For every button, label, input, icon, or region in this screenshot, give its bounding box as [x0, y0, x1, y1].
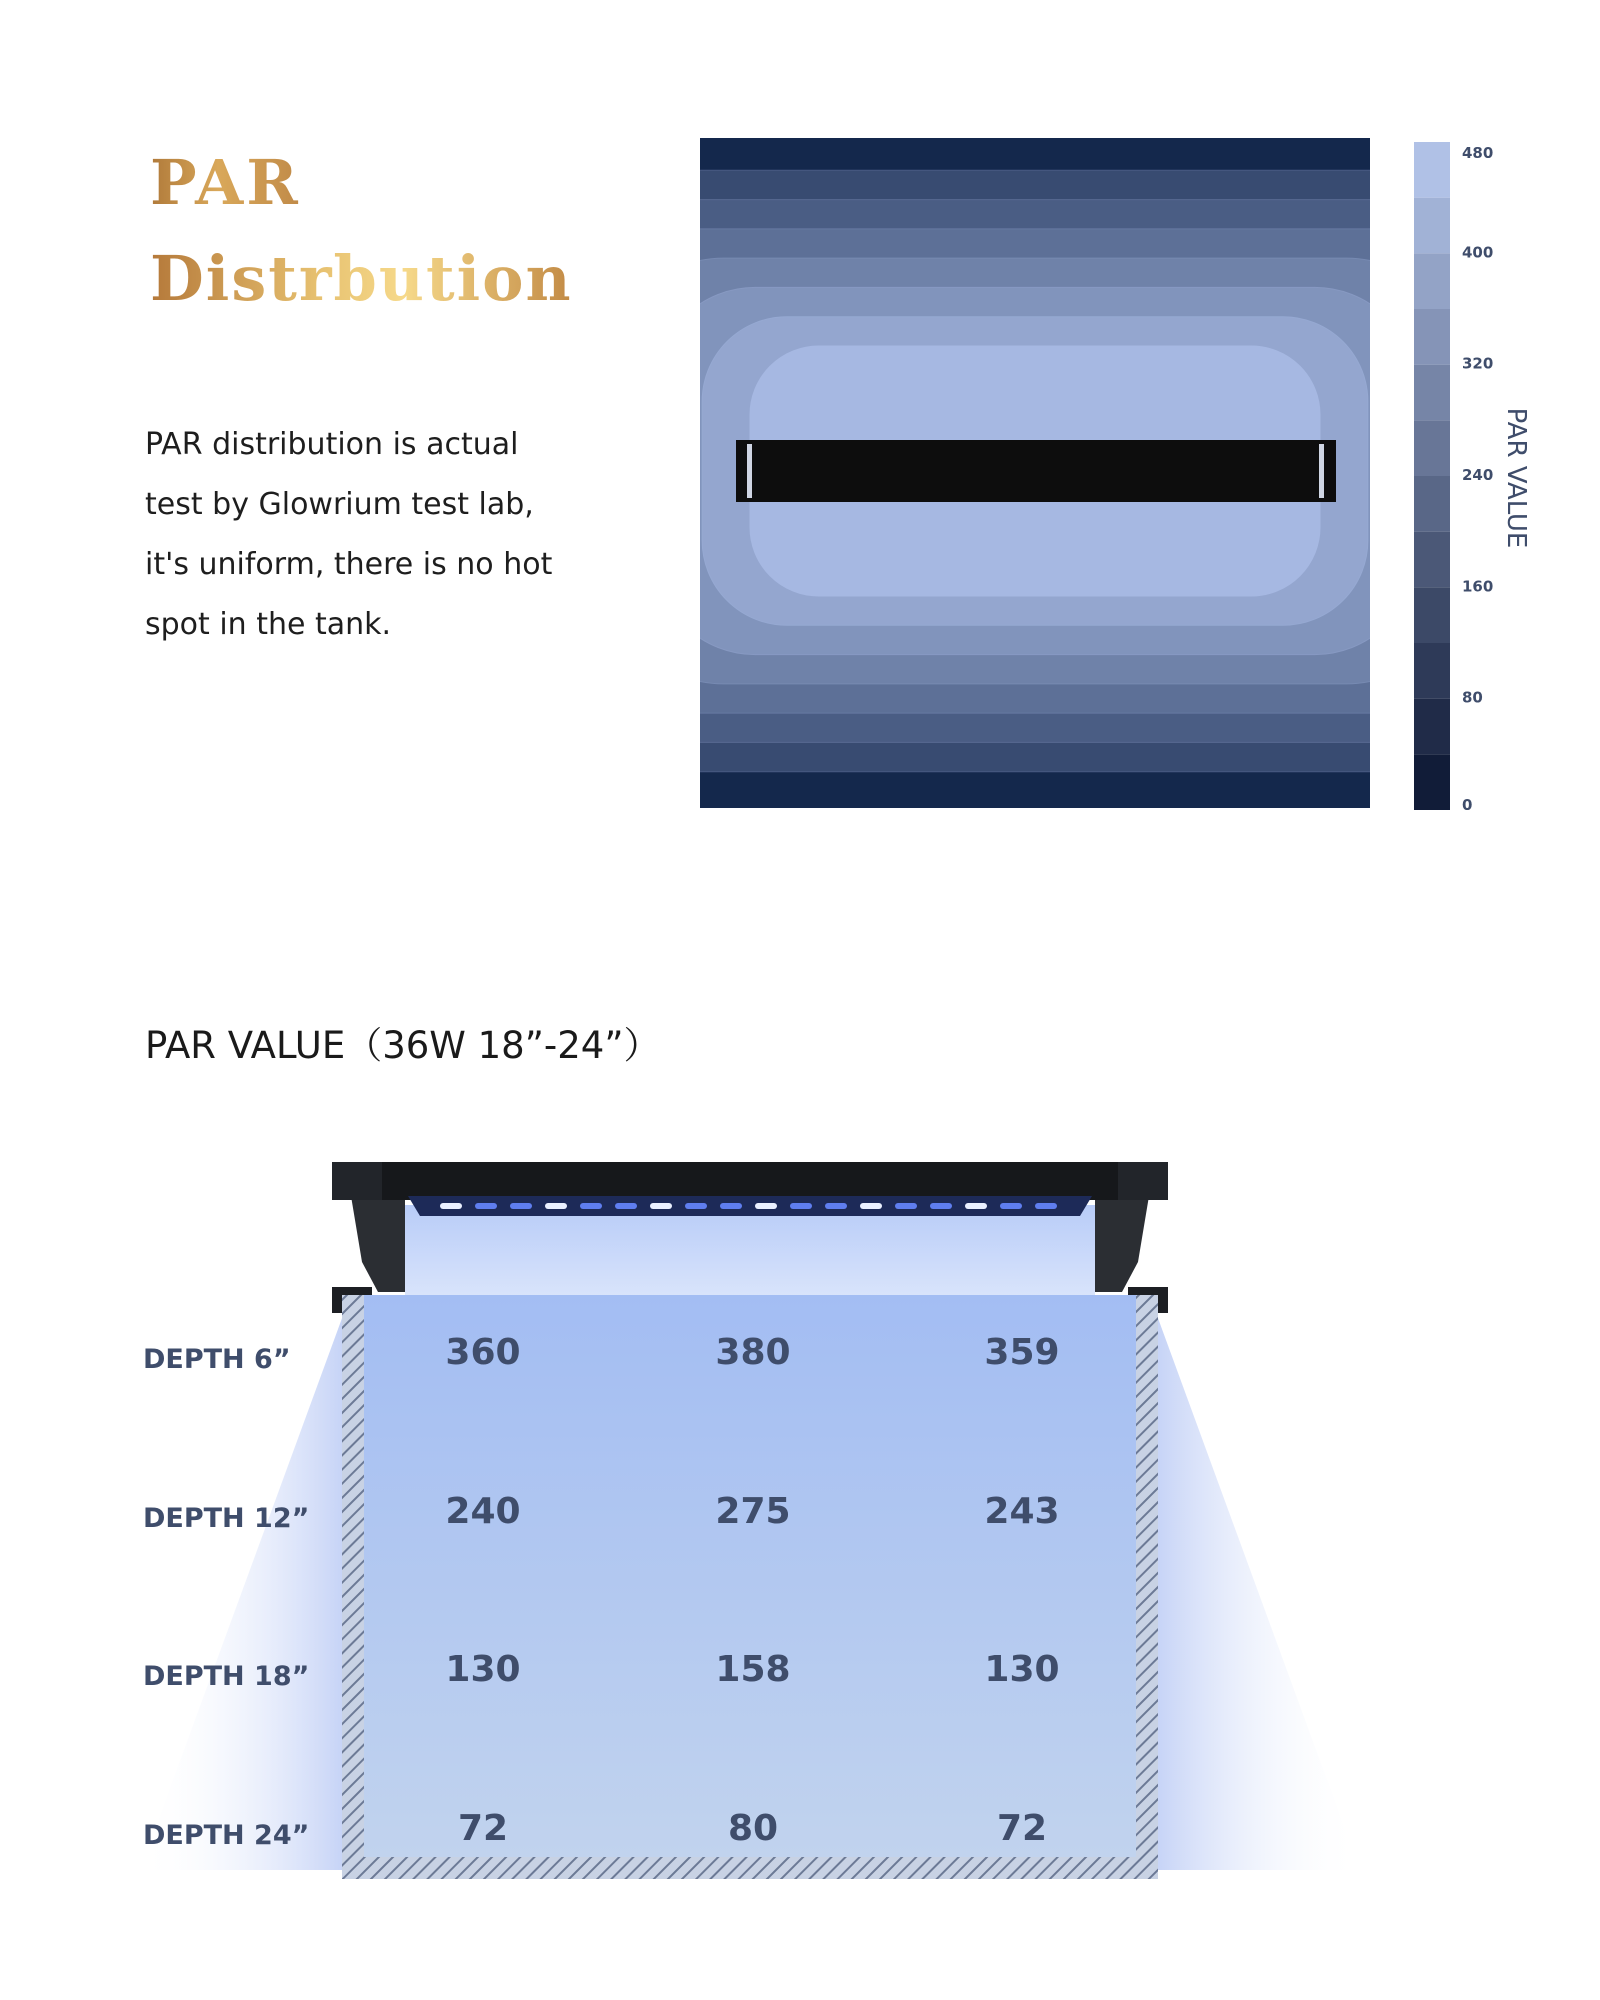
- par-value-cell: 380: [715, 1332, 791, 1373]
- colorbar-bands: [1414, 142, 1450, 810]
- light-bar-end-right: [1319, 444, 1324, 498]
- colorbar-step: [1414, 309, 1450, 365]
- par-value-cell: 72: [996, 1808, 1048, 1849]
- led-dot: [615, 1203, 637, 1209]
- led-dot: [720, 1203, 742, 1209]
- colorbar-step: [1414, 532, 1450, 588]
- led-dot: [790, 1203, 812, 1209]
- upper-light-glow: [405, 1205, 1095, 1297]
- depth-label: DEPTH 12”: [143, 1503, 310, 1534]
- par-colorbar: [1400, 138, 1550, 818]
- colorbar-label: PAR VALUE: [1501, 407, 1531, 549]
- colorbar-step: [1414, 699, 1450, 755]
- par-value-cell: 359: [984, 1332, 1060, 1373]
- tank-wall-left: [342, 1295, 364, 1879]
- tank-wall-bottom: [342, 1857, 1158, 1879]
- light-spill-right: [1155, 1310, 1360, 1870]
- colorbar-step: [1414, 253, 1450, 309]
- tank-water: [364, 1295, 1136, 1857]
- depth-label: DEPTH 24”: [143, 1820, 310, 1851]
- led-dot: [580, 1203, 602, 1209]
- light-bar: [736, 440, 1336, 502]
- led-dot: [755, 1203, 777, 1209]
- colorbar-step: [1414, 198, 1450, 254]
- colorbar-ticks: [1462, 144, 1493, 814]
- par-value-cell: 158: [715, 1649, 791, 1690]
- colorbar-step: [1414, 643, 1450, 699]
- depth-label: DEPTH 6”: [143, 1344, 291, 1375]
- par-contour-chart: [700, 138, 1370, 808]
- par-value-cell: 130: [984, 1649, 1060, 1690]
- led-dot: [1000, 1203, 1022, 1209]
- par-value-cell: 72: [457, 1808, 509, 1849]
- colorbar-step: [1414, 754, 1450, 810]
- colorbar-step: [1414, 420, 1450, 476]
- colorbar-tick-label: 160: [1462, 577, 1494, 596]
- led-dot: [440, 1203, 462, 1209]
- colorbar-tick-label: 80: [1462, 688, 1483, 707]
- led-dot: [475, 1203, 497, 1209]
- led-dot: [930, 1203, 952, 1209]
- led-dot: [685, 1203, 707, 1209]
- par-value-cell: 130: [445, 1649, 521, 1690]
- led-dot: [860, 1203, 882, 1209]
- par-value-cell: 275: [715, 1491, 791, 1532]
- light-bar-body: [736, 440, 1336, 502]
- colorbar-step: [1414, 476, 1450, 532]
- colorbar-tick-label: 240: [1462, 466, 1494, 484]
- fixture-end-cap-left: [332, 1162, 382, 1200]
- light-spill-left: [140, 1310, 345, 1870]
- par-value-cell: 80: [727, 1808, 779, 1849]
- light-bar-end-left: [747, 444, 752, 498]
- led-dot: [650, 1203, 672, 1209]
- led-dot: [965, 1203, 987, 1209]
- fixture-leg-left: [350, 1190, 405, 1292]
- intro-paragraph: PAR distribution is actual test by Glowrium test lab, it's uniform, there is no hot spot in the tank.: [145, 427, 553, 642]
- tank-wall-right: [1136, 1295, 1158, 1879]
- section-title: PAR VALUE（36W 18”-24”）: [145, 1024, 661, 1067]
- colorbar-step: [1414, 365, 1450, 421]
- led-dot: [825, 1203, 847, 1209]
- par-value-cell: 360: [445, 1332, 521, 1373]
- colorbar-tick-label: 480: [1462, 144, 1494, 162]
- led-dot: [895, 1203, 917, 1209]
- heading-par: PAR: [150, 146, 301, 219]
- colorbar-step: [1414, 142, 1450, 198]
- led-dot: [510, 1203, 532, 1209]
- fixture-leg-right: [1095, 1190, 1150, 1292]
- led-dot: [545, 1203, 567, 1209]
- colorbar-tick-label: 320: [1462, 354, 1494, 373]
- par-value-cell: 243: [984, 1491, 1060, 1532]
- par-value-cell: 240: [445, 1491, 521, 1532]
- colorbar-tick-label: 0: [1462, 796, 1473, 814]
- led-dot: [1035, 1203, 1057, 1209]
- depth-label: DEPTH 18”: [143, 1661, 310, 1692]
- tank-par-figure: [0, 1140, 1600, 1920]
- heading-distribution: Distrbution: [150, 242, 573, 315]
- colorbar-step: [1414, 587, 1450, 643]
- colorbar-tick-label: 400: [1462, 243, 1494, 262]
- fixture-bar: [332, 1162, 1168, 1200]
- fixture-end-cap-right: [1118, 1162, 1168, 1200]
